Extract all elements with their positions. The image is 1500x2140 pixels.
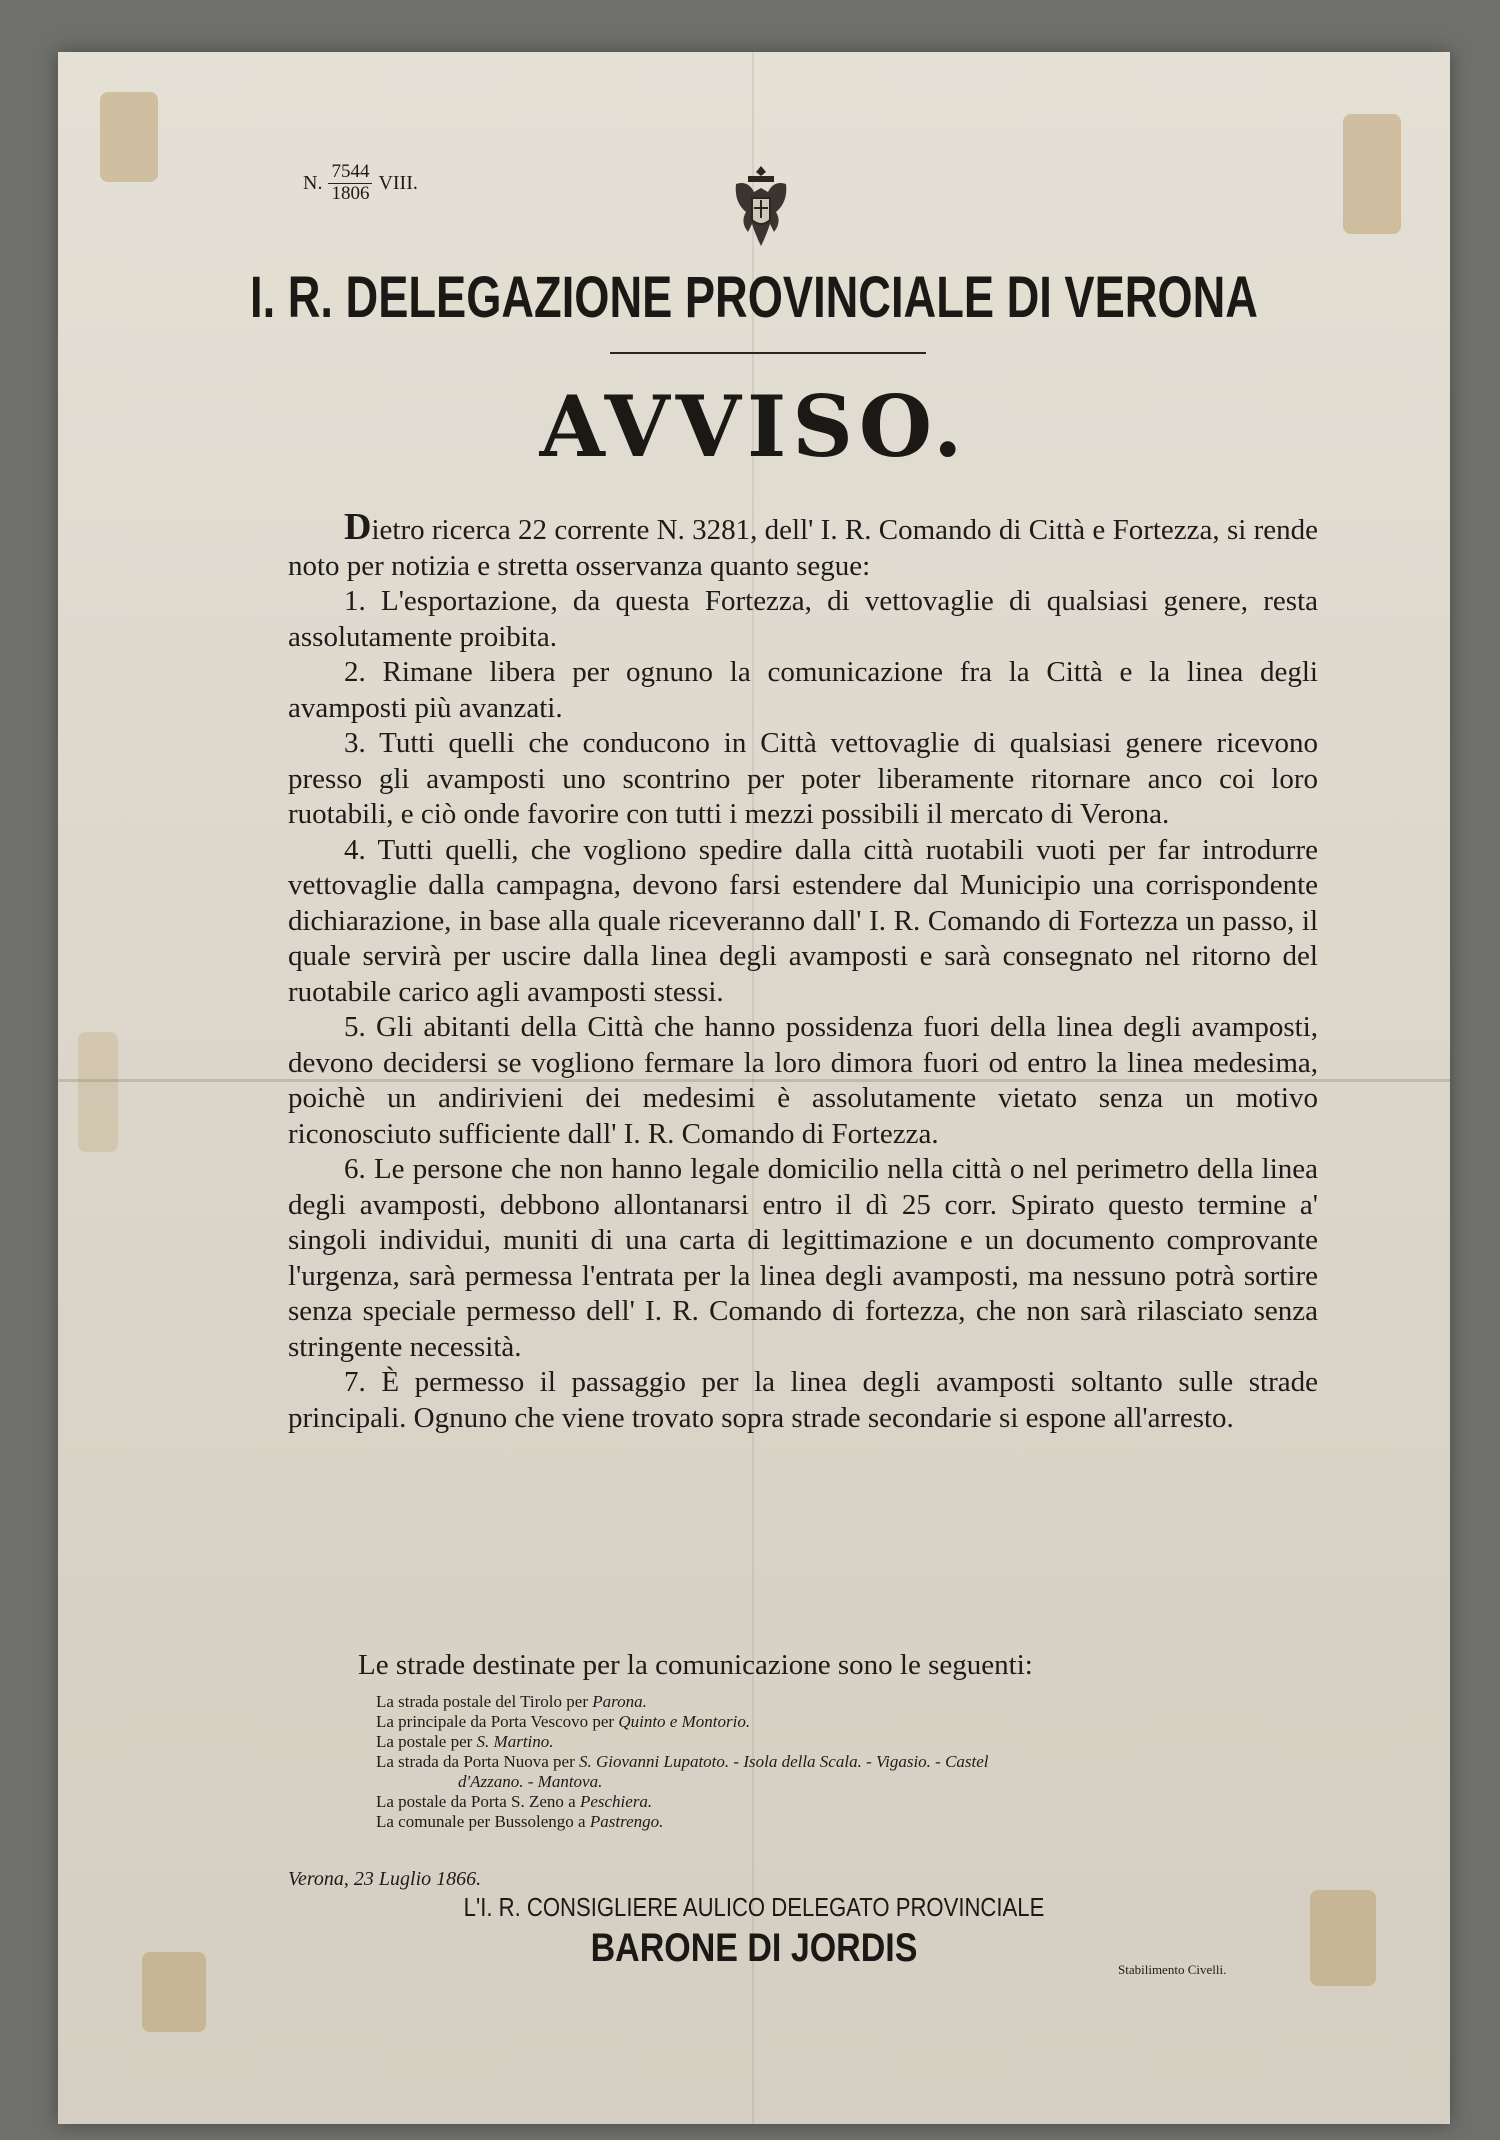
- road-item: La comunale per Bussolengo a Pastrengo.: [376, 1812, 664, 1831]
- road-item: La strada postale del Tirolo per Parona.: [376, 1692, 647, 1711]
- article-3: 3. Tutti quelli che conducono in Città vettovaglie di qualsiasi genere ricevono presso gli avamposti uno scontrino per poter liberamente ritornare anco coi loro ruotabili, e ciò onde favorire con tutti i mezzi possibili il mercato di Verona.: [288, 727, 1318, 830]
- tape-stain: [100, 92, 158, 182]
- article-7: 7. È permesso il passaggio per la linea degli avamposti soltanto sulle strade principali. Ognuno che viene trovato sopra strade secondarie si espone all'arresto.: [288, 1366, 1318, 1434]
- road-item: La postale per S. Martino.: [376, 1732, 554, 1751]
- intro-text: ietro ricerca 22 corrente N. 3281, dell' I. R. Comando di Città e Fortezza, si rende noto per notizia e stretta osservanza quanto segue:: [288, 514, 1318, 582]
- article-1: 1. L'esportazione, da questa Fortezza, di vettovaglie di qualsiasi genere, resta assolutamente proibita.: [288, 585, 1318, 653]
- road-item-continued: d'Azzano. - Mantova.: [458, 1772, 603, 1791]
- ref-numerator: 7544: [328, 162, 372, 184]
- intro-paragraph: [288, 506, 1318, 584]
- ref-fraction: [328, 162, 372, 205]
- printer-credit: Stabilimento Civelli.: [1118, 1962, 1227, 1977]
- road-item: La principale da Porta Vescovo per Quinto e Montorio.: [376, 1712, 751, 1731]
- initial-letter: D: [344, 506, 372, 548]
- notice-heading: AVVISO.: [539, 377, 969, 476]
- ref-denominator: 1806: [331, 182, 370, 204]
- issue-date: Verona, 23 Luglio 1866.: [288, 1868, 482, 1890]
- notice-body: [288, 506, 1318, 1436]
- roads-heading: Le strade destinate per la comunicazione sono le seguenti:: [358, 1649, 1033, 1681]
- article-6: 6. Le persone che non hanno legale domicilio nella città o nel perimetro della linea degli avamposti, debbono allontanarsi entro il dì 25 corr. Spirato questo termine a' singoli individui, muniti di una carta di legittimazione e un documento comprovante l'urgenza, sarà permessa l'entrata per la linea degli avamposti, ma nessuno potrà sortire senza speciale permesso dell' I. R. Comando di fortezza, che non sarà rilasciato senza stringente necessità.: [288, 1153, 1318, 1363]
- tape-stain: [1343, 114, 1401, 234]
- road-item: La postale da Porta S. Zeno a Peschiera.: [376, 1792, 653, 1811]
- article-5: 5. Gli abitanti della Città che hanno possidenza fuori della linea degli avamposti, devono decidersi se vogliono fermare la loro dimora fuori od entro la linea medesima, poichè un andirivieni dei medesimi è assolutamente vietato senza un motivo riconosciuto sufficiente dall' I. R. Comando di Fortezza.: [288, 1011, 1318, 1150]
- reference-number: [303, 162, 418, 205]
- issuing-authority: I. R. DELEGAZIONE PROVINCIALE DI VERONA: [250, 265, 1258, 330]
- imperial-eagle-icon: [730, 162, 792, 252]
- ref-suffix: VIII.: [378, 171, 418, 194]
- title-divider: [610, 352, 926, 354]
- signatory-title: L'I. R. CONSIGLIERE AULICO DELEGATO PROVINCIALE: [463, 1892, 1045, 1922]
- ref-prefix: N.: [303, 171, 323, 194]
- tape-stain: [78, 1032, 118, 1152]
- roads-list: [376, 1692, 1296, 1832]
- signatory-name: BARONE DI JORDIS: [590, 1926, 918, 1970]
- article-4: 4. Tutti quelli, che vogliono spedire dalla città ruotabili vuoti per far introdurre vettovaglie dalla campagna, devono farsi estendere dal Municipio una corrispondente dichiarazione, in base alla quale riceveranno dall' I. R. Comando di Fortezza un passo, il quale servirà per uscire dalla linea degli avamposti e sarà consegnato nel ritorno del ruotabile carico agli avamposti stessi.: [288, 833, 1318, 1008]
- road-item: La strada da Porta Nuova per S. Giovanni Lupatoto. - Isola della Scala. - Vigasio. - Castel: [376, 1752, 989, 1771]
- poster-sheet: [58, 52, 1450, 2124]
- article-2: 2. Rimane libera per ognuno la comunicazione fra la Città e la linea degli avamposti più avanzati.: [288, 656, 1318, 724]
